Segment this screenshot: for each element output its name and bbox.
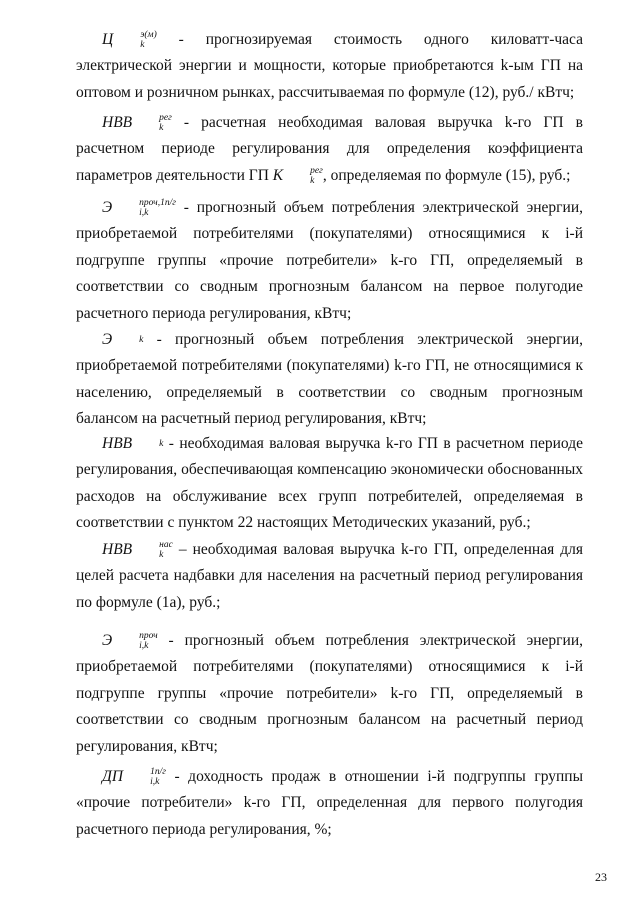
formula-symbol: НВВ нас k: [102, 540, 173, 561]
definition-text: - прогнозный объем потребления электрической энергии, приобретаемой потребителями (покупателями) относящимися к i-й подгруппе группы «прочие потребители» k-го ГП, определяемый в соответствии со сводным прогнозным балансом на первое полугодие расчетного периода регулирования, кВтч;: [76, 199, 583, 322]
formula-symbol: Э проч,1п/г i,k: [102, 198, 176, 219]
definition-text: – необходимая валовая выручка k-го ГП, определенная для целей расчета надбавки для населения на расчетный период регулирования по формуле (1а), руб.;: [76, 541, 583, 611]
formula-symbol: НВВ рег k: [102, 113, 172, 134]
definition-paragraph: [76, 764, 583, 843]
formula-symbol: НВВ k: [102, 435, 164, 452]
definition-text: - прогнозируемая стоимость одного киловатт-часа электрической энергии и мощности, которые приобретаются k-ым ГП на оптовом и розничном рынках, рассчитываемая по формуле (12), руб./ кВтч;: [76, 31, 583, 101]
definition-text: , определяемая по формуле (15), руб.;: [322, 166, 571, 184]
definition-paragraph: [76, 431, 583, 537]
formula-symbol: ДП 1п/г i,k: [102, 767, 166, 788]
definition-paragraph: [76, 537, 583, 616]
formula-symbol-inline: K рег k: [272, 166, 323, 187]
definition-text: - доходность продаж в отношении i-й подгруппы группы «прочие потребители» k-го ГП, определенная для первого полугодия расчетного периода регулирования, %;: [76, 768, 583, 838]
definition-paragraph: [76, 628, 583, 760]
definition-text: - необходимая валовая выручка k-го ГП в расчетном периоде регулирования, обеспечивающая компенсацию экономически обоснованных расходов на обслуживание всех групп потребителей, определяемая в соответствии с пунктом 22 настоящих Методических указаний, руб.;: [76, 435, 583, 532]
definition-paragraph: [76, 195, 583, 327]
definition-paragraph: [76, 110, 583, 189]
page-number: 23: [595, 870, 607, 884]
definition-paragraph: [76, 327, 583, 433]
formula-symbol: Э k: [102, 331, 144, 348]
definition-paragraph: [76, 27, 583, 106]
formula-symbol: Ц э(м) k: [102, 30, 157, 51]
formula-symbol: Э проч i,k: [102, 631, 158, 652]
definition-text: - прогнозный объем потребления электрической энергии, приобретаемой потребителями (покупателями) k-го ГП, не относящимися к населению, определяемый в соответствии со сводным прогнозным балансом на расчетный период регулирования, кВтч;: [76, 331, 583, 428]
definition-text: - прогнозный объем потребления электрической энергии, приобретаемой потребителями (покупателями) относящимися к i-й подгруппе группы «прочие потребители» k-го ГП, определяемый в соответствии со сводным прогнозным балансом на расчетный период регулирования, кВтч;: [76, 632, 583, 755]
definition-text: - расчетная необходимая валовая выручка k-го ГП в расчетном периоде регулирования для определения коэффициента параметров деятельности ГП: [76, 114, 583, 184]
